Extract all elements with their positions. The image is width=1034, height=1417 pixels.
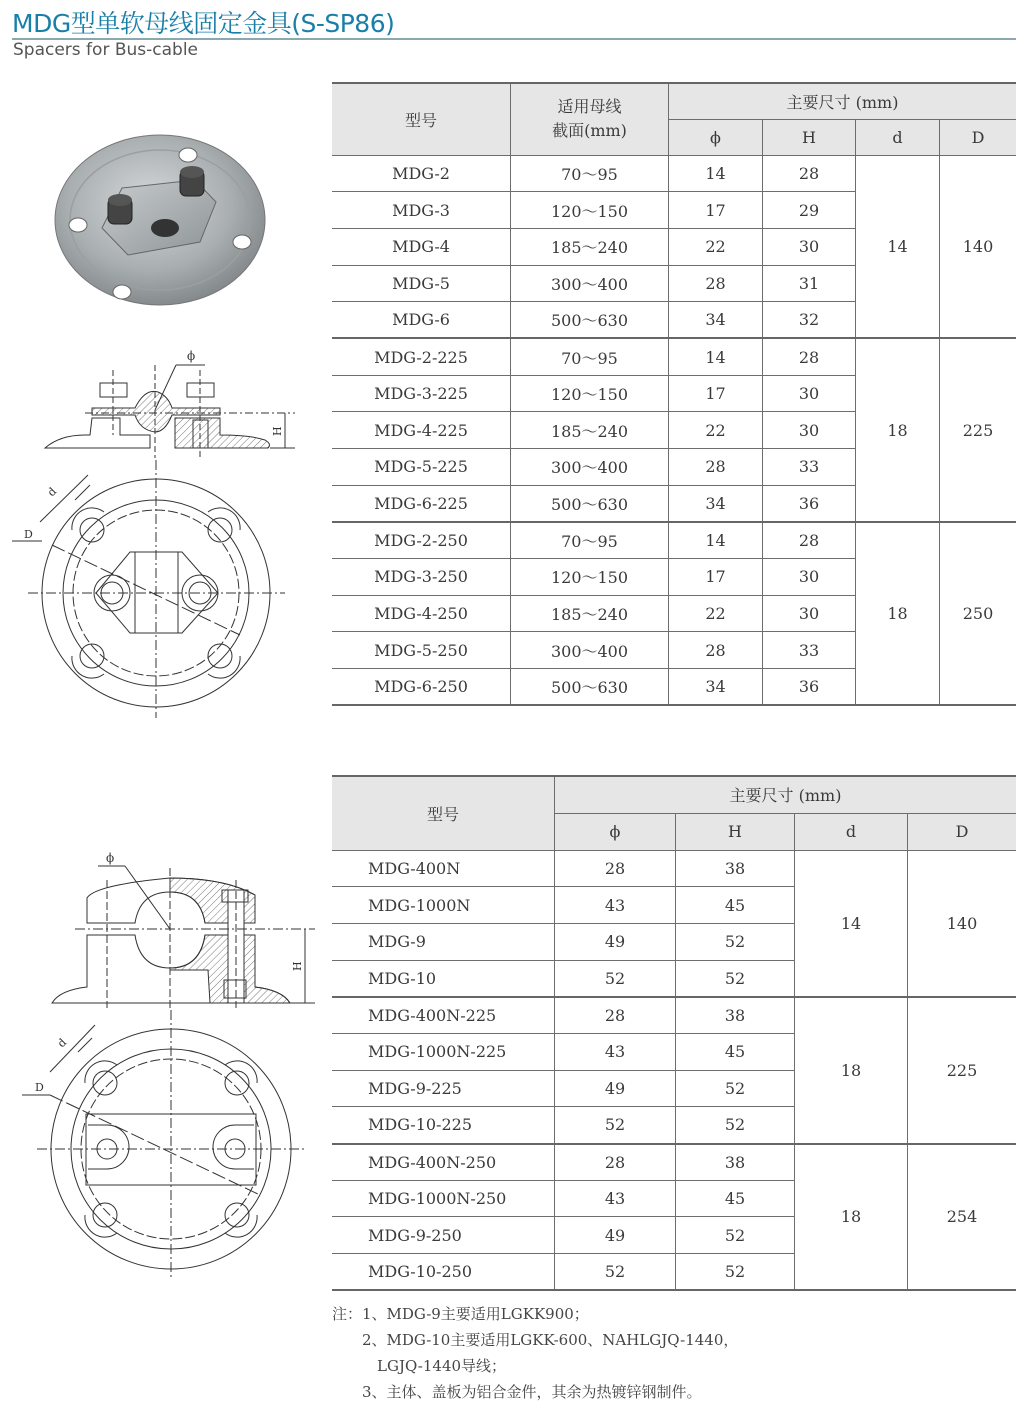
- phi-cell: 52: [555, 960, 676, 997]
- section-cell: 185～240: [511, 228, 669, 265]
- d-label: d: [44, 484, 60, 500]
- model-cell: MDG-400N-225: [332, 997, 555, 1034]
- product-photo: [30, 110, 270, 310]
- h-cell: 28: [763, 338, 856, 375]
- phi-cell: 43: [555, 1033, 676, 1070]
- model-cell: MDG-10-250: [332, 1254, 555, 1291]
- D-cell: 225: [908, 997, 1017, 1144]
- h-cell: 45: [676, 1033, 795, 1070]
- page-title: MDG型单软母线固定金具(S-SP86): [12, 9, 395, 38]
- table-row: [332, 155, 1016, 192]
- section-cell: 500～630: [511, 302, 669, 339]
- model-cell: MDG-2: [332, 155, 511, 192]
- phi-label: ϕ: [187, 349, 196, 363]
- model-cell: MDG-9: [332, 923, 555, 960]
- section-cell: 500～630: [511, 485, 669, 522]
- d-cell: 18: [795, 1144, 908, 1291]
- model-cell: MDG-10: [332, 960, 555, 997]
- phi-cell: 28: [555, 850, 676, 887]
- col-header-d: d: [795, 813, 908, 850]
- model-cell: MDG-9-250: [332, 1217, 555, 1254]
- note-line: 2、MDG-10主要适用LGKK-600、NAHLGJQ-1440，: [332, 1331, 739, 1349]
- h-cell: 38: [676, 850, 795, 887]
- section-cell: 120～150: [511, 192, 669, 229]
- section-cell: 120～150: [511, 559, 669, 596]
- phi-cell: 17: [669, 192, 763, 229]
- model-cell: MDG-9-225: [332, 1070, 555, 1107]
- phi-cell: 17: [669, 559, 763, 596]
- h-cell: 52: [676, 923, 795, 960]
- model-cell: MDG-2-225: [332, 338, 511, 375]
- d-label: d: [54, 1035, 70, 1051]
- phi-cell: 28: [669, 449, 763, 486]
- phi-cell: 22: [669, 412, 763, 449]
- h-cell: 31: [763, 265, 856, 302]
- h-cell: 28: [763, 155, 856, 192]
- col-header-main-dims: 主要尺寸 (mm): [555, 776, 1017, 813]
- model-cell: MDG-4-250: [332, 595, 511, 632]
- model-cell: MDG-5-250: [332, 632, 511, 669]
- model-cell: MDG-1000N-225: [332, 1033, 555, 1070]
- section-cell: 185～240: [511, 595, 669, 632]
- model-cell: MDG-10-225: [332, 1107, 555, 1144]
- phi-label: ϕ: [106, 851, 115, 865]
- drawing1-top-view: [0, 460, 310, 720]
- table-row: [332, 522, 1016, 559]
- D-cell: 140: [908, 850, 1017, 997]
- d-cell: 14: [856, 155, 940, 338]
- phi-cell: 28: [555, 1144, 676, 1181]
- spec-table-2: [332, 775, 1016, 1291]
- h-cell: 38: [676, 1144, 795, 1181]
- section-cell: 300～400: [511, 265, 669, 302]
- section-cell: 300～400: [511, 632, 669, 669]
- model-cell: MDG-6-250: [332, 669, 511, 706]
- model-cell: MDG-4-225: [332, 412, 511, 449]
- h-cell: 29: [763, 192, 856, 229]
- h-cell: 32: [763, 302, 856, 339]
- h-cell: 52: [676, 1217, 795, 1254]
- h-cell: 45: [676, 887, 795, 924]
- section-cell: 300～400: [511, 449, 669, 486]
- model-cell: MDG-6: [332, 302, 511, 339]
- phi-cell: 22: [669, 228, 763, 265]
- section-header-line1: 适用母线: [557, 97, 622, 117]
- section-header-line2: 截面(mm): [552, 121, 627, 141]
- table-row: [332, 338, 1016, 375]
- section-cell: 500～630: [511, 669, 669, 706]
- col-header-D: D: [940, 119, 1017, 155]
- phi-cell: 14: [669, 155, 763, 192]
- spec-table-1: [332, 82, 1016, 706]
- D-label: D: [35, 1081, 44, 1094]
- model-cell: MDG-3-225: [332, 375, 511, 412]
- h-label: H: [291, 961, 304, 971]
- table-row: [332, 1144, 1016, 1181]
- d-cell: 14: [795, 850, 908, 997]
- model-cell: MDG-400N-250: [332, 1144, 555, 1181]
- model-cell: MDG-5-225: [332, 449, 511, 486]
- h-cell: 33: [763, 632, 856, 669]
- section-cell: 70～95: [511, 338, 669, 375]
- h-cell: 30: [763, 412, 856, 449]
- table-row: [332, 850, 1016, 887]
- col-header-phi: ϕ: [555, 813, 676, 850]
- phi-cell: 52: [555, 1107, 676, 1144]
- model-cell: MDG-1000N: [332, 887, 555, 924]
- section-cell: 185～240: [511, 412, 669, 449]
- D-cell: 250: [940, 522, 1017, 705]
- h-cell: 36: [763, 485, 856, 522]
- note-line: 注：1、MDG-9主要适用LGKK900；: [332, 1305, 589, 1323]
- col-header-H: H: [763, 119, 856, 155]
- D-cell: 140: [940, 155, 1017, 338]
- h-cell: 52: [676, 1254, 795, 1291]
- h-cell: 30: [763, 595, 856, 632]
- notes: [332, 1301, 738, 1405]
- col-header-model: 型号: [332, 83, 511, 155]
- col-header-main-dims: 主要尺寸 (mm): [669, 83, 1017, 119]
- h-cell: 30: [763, 375, 856, 412]
- page-subtitle: Spacers for Bus-cable: [13, 40, 198, 60]
- table-row: [332, 997, 1016, 1034]
- phi-cell: 49: [555, 923, 676, 960]
- h-cell: 52: [676, 960, 795, 997]
- phi-cell: 28: [669, 265, 763, 302]
- h-cell: 30: [763, 559, 856, 596]
- phi-cell: 49: [555, 1217, 676, 1254]
- phi-cell: 49: [555, 1070, 676, 1107]
- phi-cell: 17: [669, 375, 763, 412]
- col-header-H: H: [676, 813, 795, 850]
- h-cell: 28: [763, 522, 856, 559]
- model-cell: MDG-3-250: [332, 559, 511, 596]
- h-cell: 30: [763, 228, 856, 265]
- col-header-d: d: [856, 119, 940, 155]
- model-cell: MDG-6-225: [332, 485, 511, 522]
- model-cell: MDG-1000N-250: [332, 1180, 555, 1217]
- D-label: D: [24, 528, 33, 541]
- phi-cell: 34: [669, 485, 763, 522]
- col-header-phi: ϕ: [669, 119, 763, 155]
- d-cell: 18: [856, 338, 940, 521]
- model-cell: MDG-400N: [332, 850, 555, 887]
- phi-cell: 43: [555, 1180, 676, 1217]
- model-cell: MDG-3: [332, 192, 511, 229]
- drawing2-side-view: [0, 840, 320, 1010]
- h-cell: 33: [763, 449, 856, 486]
- model-cell: MDG-5: [332, 265, 511, 302]
- model-cell: MDG-4: [332, 228, 511, 265]
- h-cell: 52: [676, 1107, 795, 1144]
- phi-cell: 43: [555, 887, 676, 924]
- section-cell: 70～95: [511, 155, 669, 192]
- col-header-D: D: [908, 813, 1017, 850]
- h-cell: 38: [676, 997, 795, 1034]
- h-cell: 36: [763, 669, 856, 706]
- D-cell: 254: [908, 1144, 1017, 1291]
- phi-cell: 34: [669, 302, 763, 339]
- D-cell: 225: [940, 338, 1017, 521]
- phi-cell: 34: [669, 669, 763, 706]
- phi-cell: 22: [669, 595, 763, 632]
- section-cell: 70～95: [511, 522, 669, 559]
- section-cell: 120～150: [511, 375, 669, 412]
- d-cell: 18: [795, 997, 908, 1144]
- note-line: 3、主体、盖板为铝合金件，其余为热镀锌钢制件。: [332, 1383, 702, 1401]
- phi-cell: 14: [669, 522, 763, 559]
- phi-cell: 28: [669, 632, 763, 669]
- h-cell: 45: [676, 1180, 795, 1217]
- phi-cell: 52: [555, 1254, 676, 1291]
- h-label: H: [271, 426, 284, 436]
- col-header-section: [511, 83, 669, 155]
- drawing2-top-view: [0, 1010, 310, 1280]
- h-cell: 52: [676, 1070, 795, 1107]
- d-cell: 18: [856, 522, 940, 705]
- phi-cell: 14: [669, 338, 763, 375]
- drawing1-side-view: [0, 340, 310, 460]
- note-line: LGJQ-1440导线；: [332, 1357, 507, 1375]
- model-cell: MDG-2-250: [332, 522, 511, 559]
- phi-cell: 28: [555, 997, 676, 1034]
- col-header-model: 型号: [332, 776, 555, 850]
